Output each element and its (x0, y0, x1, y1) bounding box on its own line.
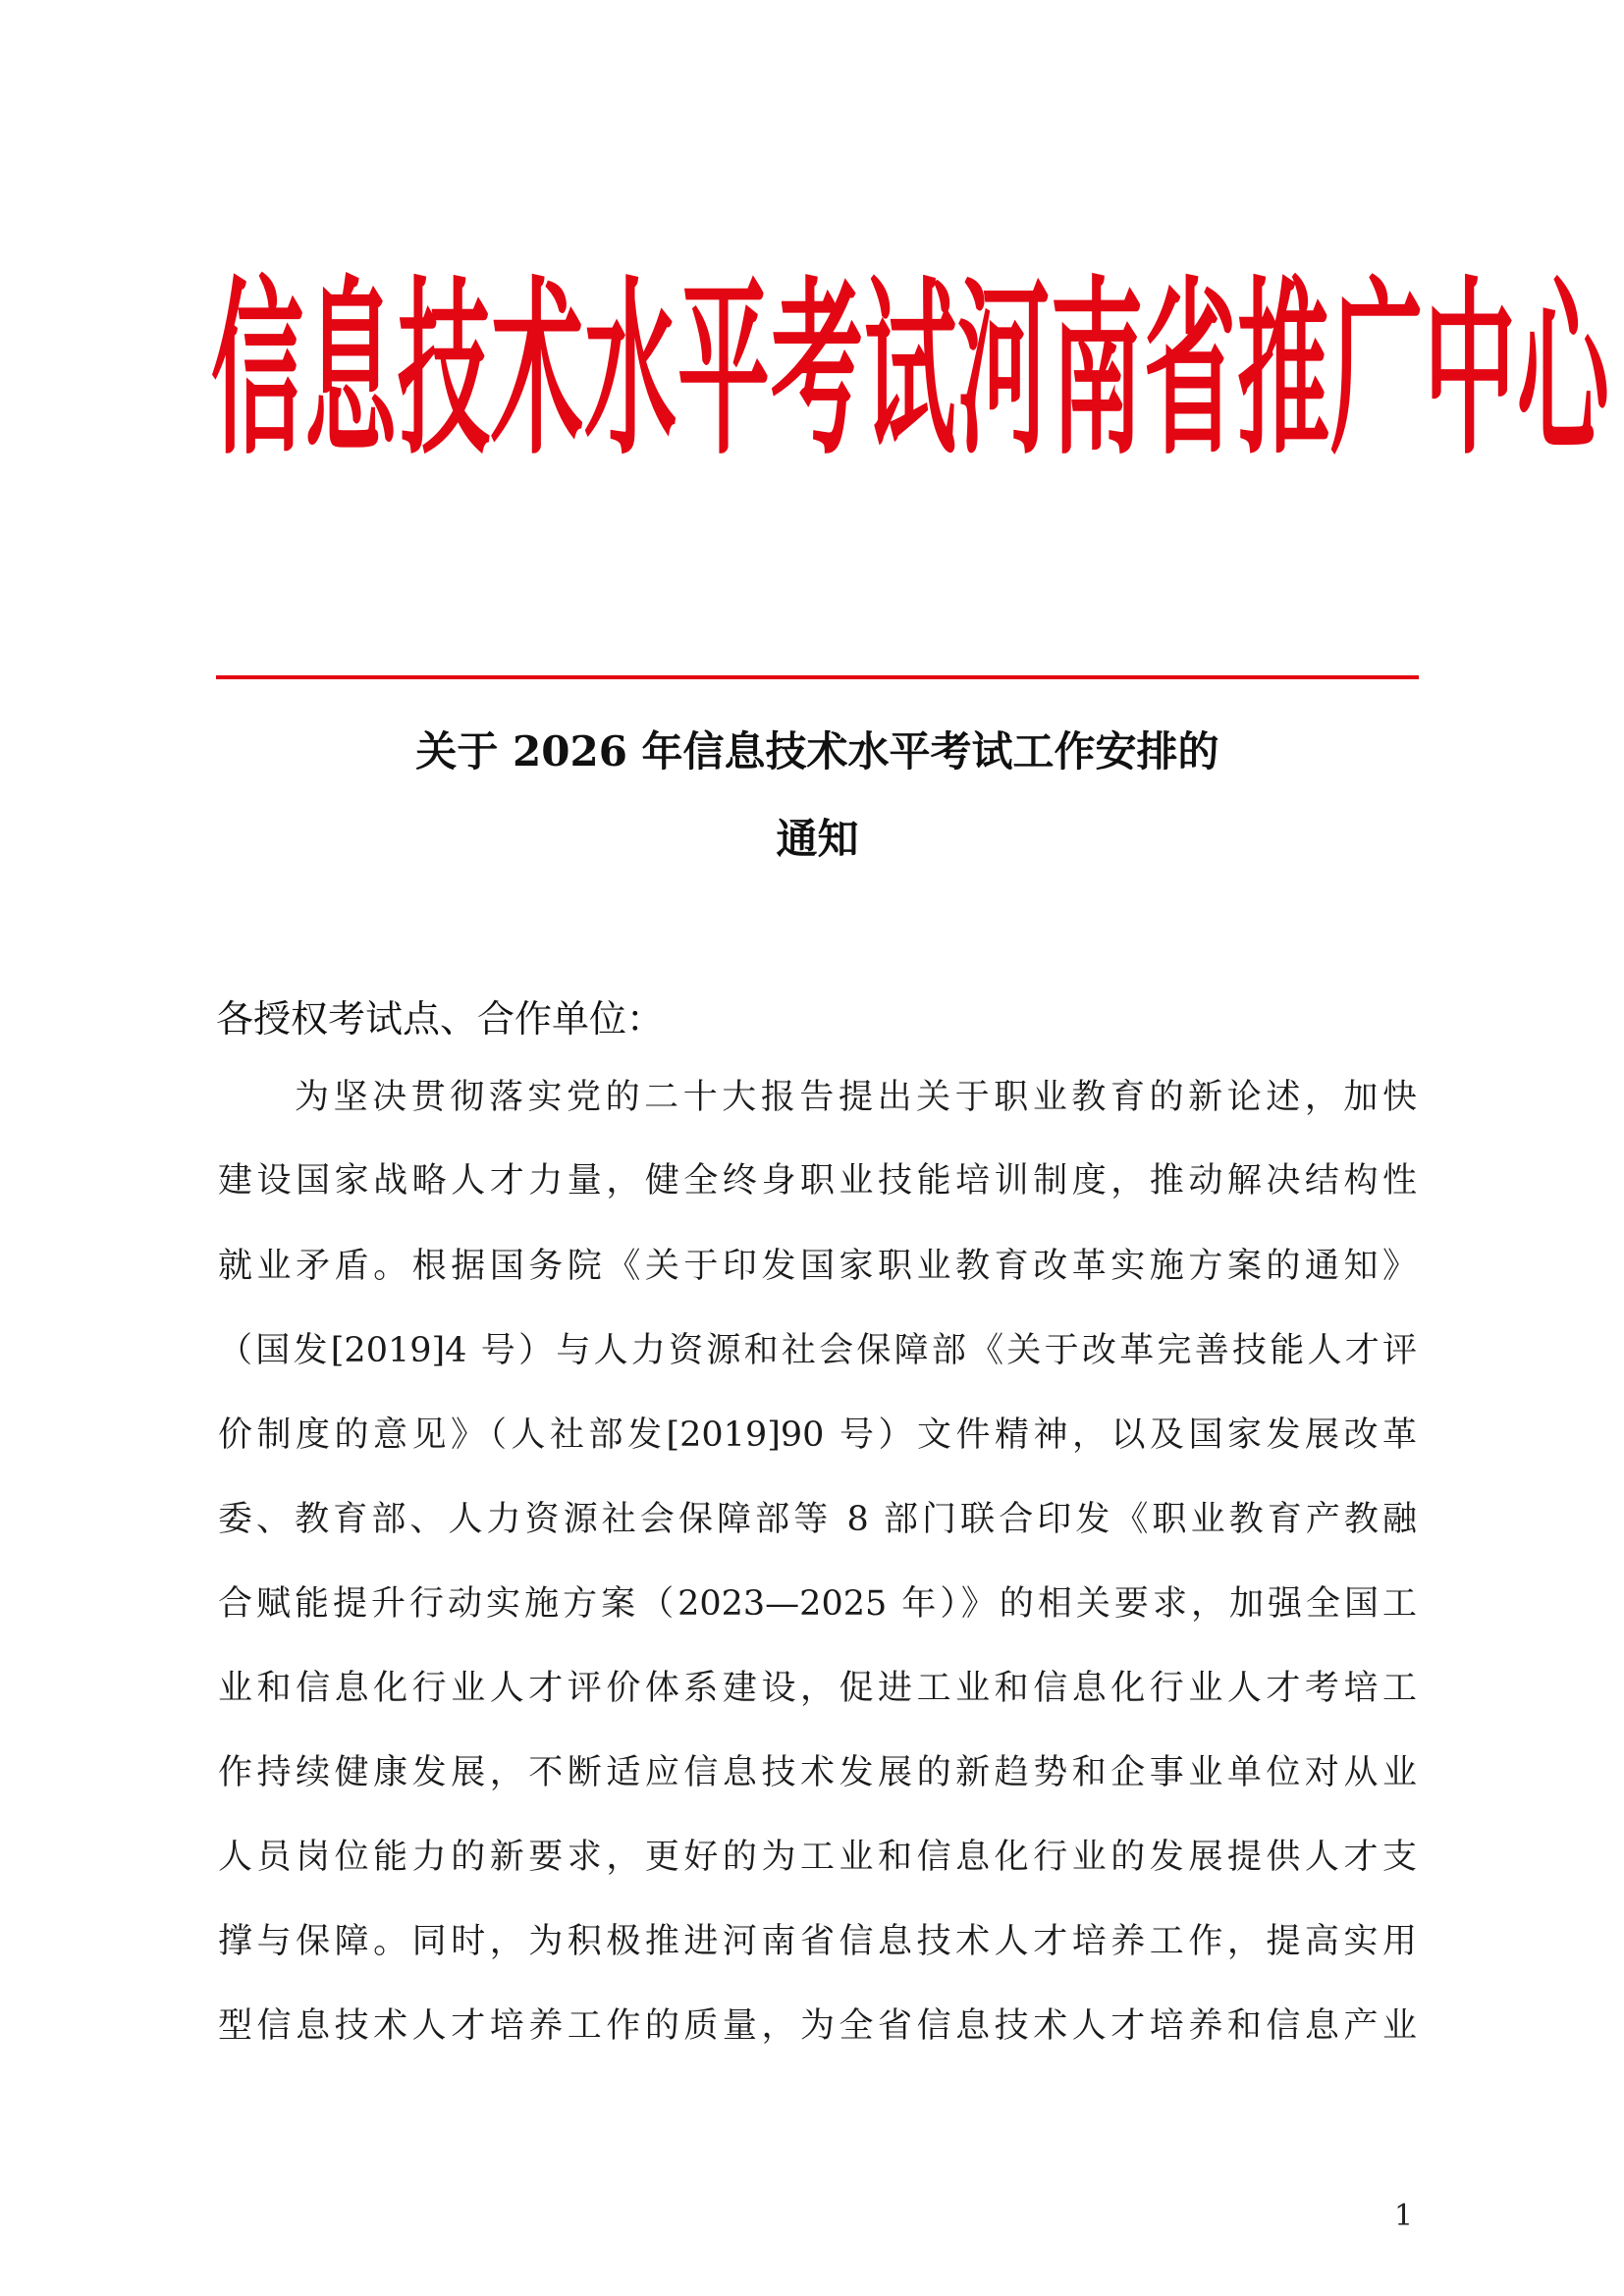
notice-title-line-2: 通知 (776, 815, 859, 863)
masthead-org-name (211, 240, 1611, 506)
masthead-text: 信息技术水平考试河南省推广中心 (211, 262, 1611, 482)
body-line: 合赋能提升行动实施方案（2023—2025 年）》的相关要求，加强全国工 (218, 1584, 1417, 1624)
body-line: 作持续健康发展，不断适应信息技术发展的新趋势和企事业单位对从业 (218, 1753, 1417, 1792)
body-line: 撑与保障。同时，为积极推进河南省信息技术人才培养工作，提高实用 (218, 1922, 1417, 1961)
body-line: 为坚决贯彻落实党的二十大报告提出关于职业教育的新论述，加快 (295, 1078, 1417, 1117)
red-divider (216, 675, 1419, 679)
body-line: 型信息技术人才培养工作的质量，为全省信息技术人才培养和信息产业 (218, 2006, 1417, 2046)
body-line: 建设国家战略人才力量，健全终身职业技能培训制度，推动解决结构性 (218, 1161, 1417, 1201)
page-number: 1 (1394, 2199, 1414, 2233)
notice-title-line-1: 关于 2026 年信息技术水平考试工作安排的 (415, 727, 1219, 775)
salutation: 各授权考试点、合作单位： (216, 997, 665, 1041)
body-line: 委、教育部、人力资源社会保障部等 8 部门联合印发《职业教育产教融 (218, 1500, 1417, 1539)
body-line: 价制度的意见》（人社部发[2019]90 号）文件精神，以及国家发展改革 (218, 1415, 1417, 1455)
body-line: （国发[2019]4 号）与人力资源和社会保障部《关于改革完善技能人才评 (218, 1331, 1417, 1370)
body-line: 人员岗位能力的新要求，更好的为工业和信息化行业的发展提供人才支 (218, 1838, 1417, 1877)
body-line: 就业矛盾。根据国务院《关于印发国家职业教育改革实施方案的通知》 (218, 1247, 1417, 1286)
body-line: 业和信息化行业人才评价体系建设，促进工业和信息化行业人才考培工 (218, 1669, 1417, 1708)
